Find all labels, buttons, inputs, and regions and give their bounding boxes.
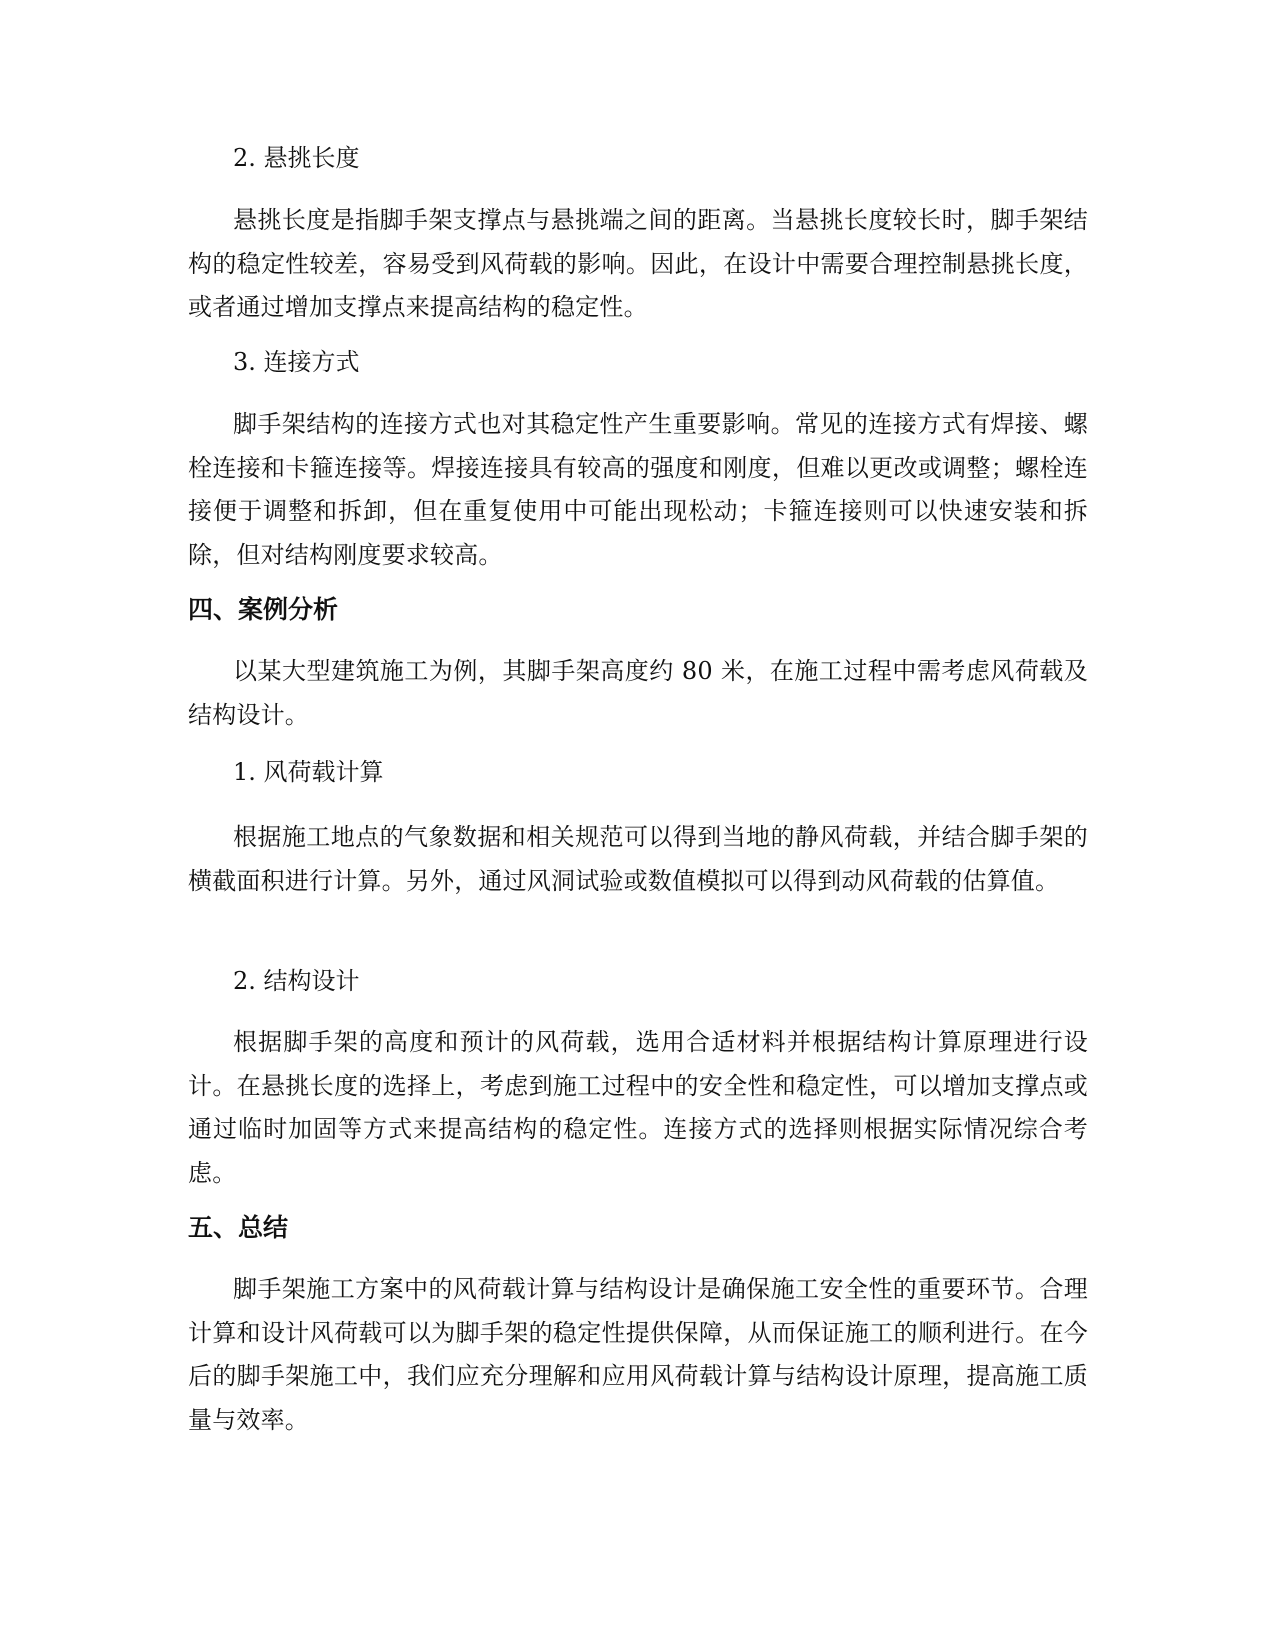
heading-summary: 五、总结 [188,1213,289,1242]
heading-case-study: 四、案例分析 [188,595,339,624]
paragraph-wind-load-calculation: 根据施工地点的气象数据和相关规范可以得到当地的静风荷载，并结合脚手架的横截面积进行计算。另外，通过风洞试验或数值模拟可以得到动风荷载的估算值。 [188,823,1088,895]
paragraph-summary: 脚手架施工方案中的风荷载计算与结构设计是确保施工安全性的重要环节。合理计算和设计风荷载可以为脚手架的稳定性提供保障，从而保证施工的顺利进行。在今后的脚手架施工中，我们应充分理解和应用风荷载计算与结构设计原理，提高施工质量与效率。 [188,1275,1088,1434]
subheading-wind-load-calculation: 1. 风荷载计算 [233,758,384,786]
subheading-structural-design: 2. 结构设计 [233,967,360,995]
paragraph-structural-design: 根据脚手架的高度和预计的风荷载，选用合适材料并根据结构计算原理进行设计。在悬挑长度的选择上，考虑到施工过程中的安全性和稳定性，可以增加支撑点或通过临时加固等方式来提高结构的稳定性。连接方式的选择则根据实际情况综合考虑。 [188,1028,1088,1187]
paragraph-connection-method: 脚手架结构的连接方式也对其稳定性产生重要影响。常见的连接方式有焊接、螺栓连接和卡箍连接等。焊接连接具有较高的强度和刚度，但难以更改或调整；螺栓连接便于调整和拆卸，但在重复使用中可能出现松动；卡箍连接则可以快速安装和拆除，但对结构刚度要求较高。 [188,410,1088,569]
paragraph-cantilever-length: 悬挑长度是指脚手架支撑点与悬挑端之间的距离。当悬挑长度较长时，脚手架结构的稳定性较差，容易受到风荷载的影响。因此，在设计中需要合理控制悬挑长度，或者通过增加支撑点来提高结构的稳定性。 [188,206,1088,321]
paragraph-case-intro: 以某大型建筑施工为例，其脚手架高度约 80 米，在施工过程中需考虑风荷载及结构设计。 [188,657,1088,729]
subheading-cantilever-length: 2. 悬挑长度 [233,144,360,172]
subheading-connection-method: 3. 连接方式 [233,348,360,376]
